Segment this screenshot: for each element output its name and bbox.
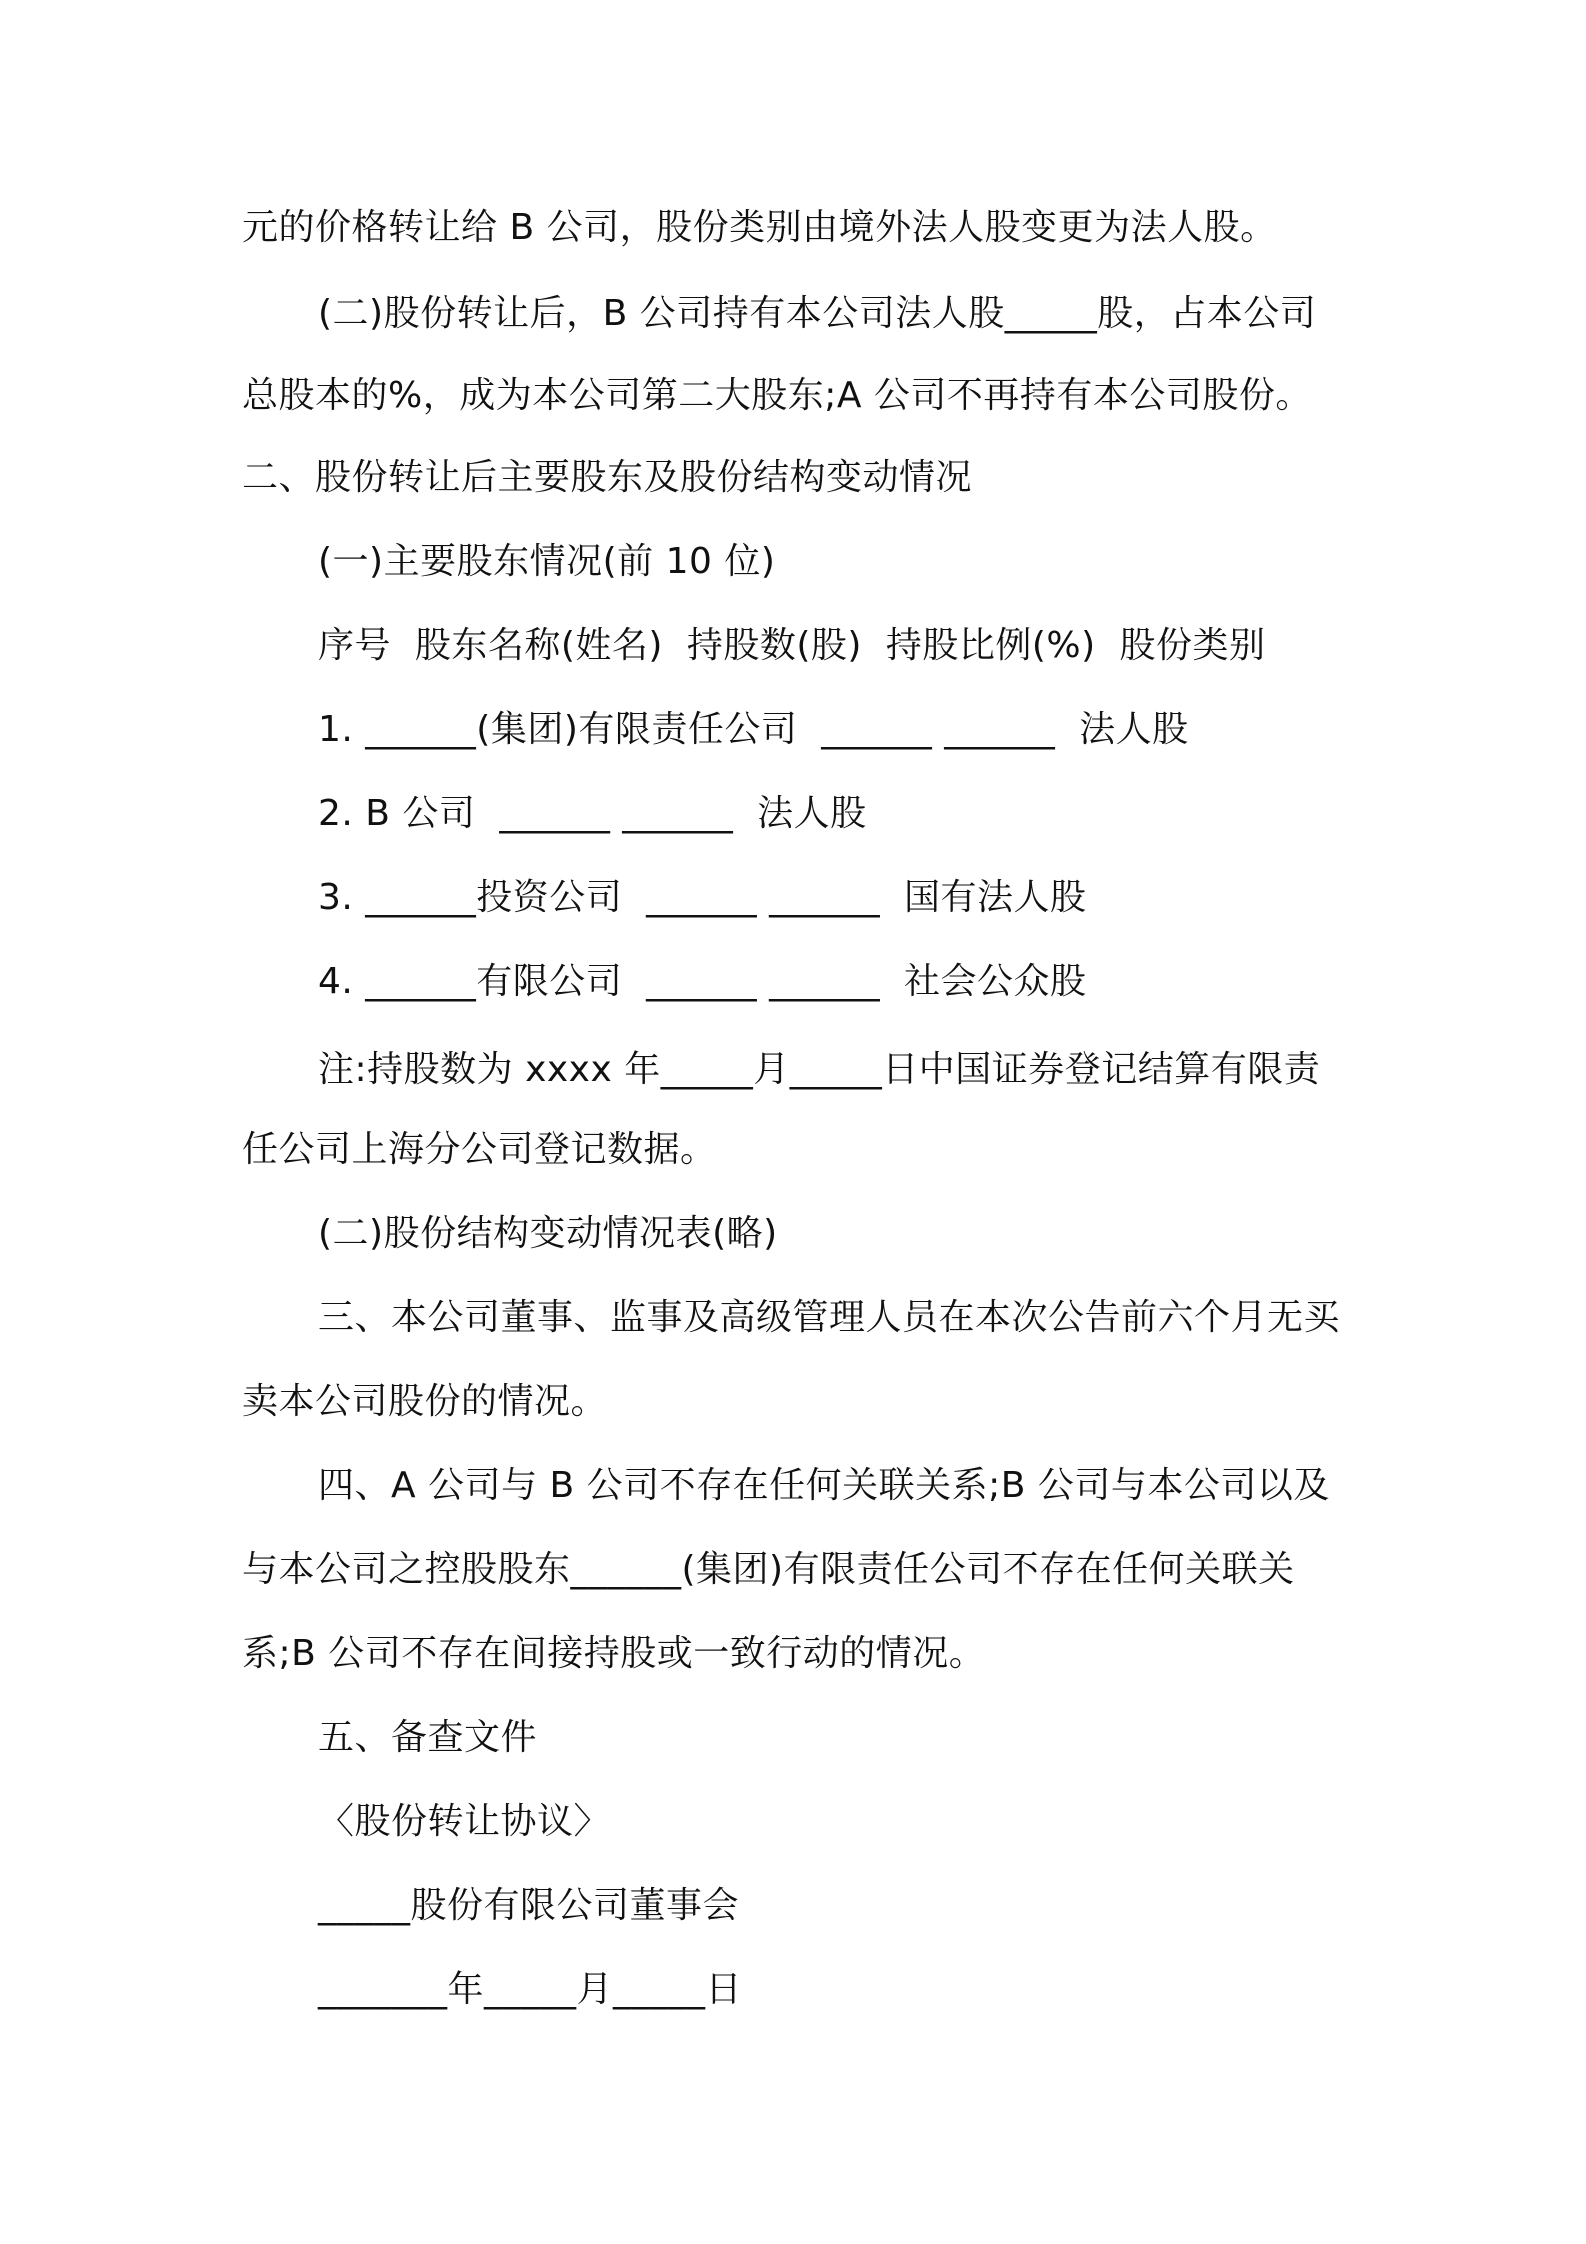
section-heading: 二、股份转让后主要股东及股份结构变动情况	[242, 457, 973, 498]
paragraph-line: 四、A 公司与 B 公司不存在任何关联关系;B 公司与本公司以及	[318, 1465, 1330, 1506]
table-row: 1. ______(集团)有限责任公司 ______ ______ 法人股	[318, 709, 1189, 750]
signature-line: _____股份有限公司董事会	[318, 1885, 740, 1926]
note-line: 任公司上海分公司登记数据。	[242, 1129, 717, 1170]
subsection-heading: (一)主要股东情况(前 10 位)	[318, 541, 776, 582]
table-row: 4. ______有限公司 ______ ______ 社会公众股	[318, 961, 1087, 1002]
table-header-line: 序号 股东名称(姓名) 持股数(股) 持股比例(%) 股份类别	[318, 625, 1266, 666]
note-line: 注:持股数为 xxxx 年_____月_____日中国证券登记结算有限责	[318, 1049, 1321, 1090]
paragraph-line: 元的价格转让给 B 公司，股份类别由境外法人股变更为法人股。	[242, 207, 1277, 248]
section-heading: 五、备查文件	[318, 1717, 538, 1758]
paragraph-line: (二)股份转让后，B 公司持有本公司法人股_____股，占本公司	[318, 293, 1317, 334]
paragraph-line: 三、本公司董事、监事及高级管理人员在本次公告前六个月无买	[318, 1297, 1341, 1338]
paragraph-line: 卖本公司股份的情况。	[242, 1381, 608, 1422]
paragraph-line: 系;B 公司不存在间接持股或一致行动的情况。	[242, 1633, 986, 1674]
table-row: 3. ______投资公司 ______ ______ 国有法人股	[318, 877, 1087, 918]
date-line: _______年_____月_____日	[318, 1969, 742, 2010]
paragraph-line: 与本公司之控股股东______(集团)有限责任公司不存在任何关联关	[242, 1549, 1295, 1590]
table-row: 2. B 公司 ______ ______ 法人股	[318, 793, 867, 834]
subsection-heading: (二)股份结构变动情况表(略)	[318, 1213, 778, 1254]
attachment-item: 〈股份转让协议〉	[318, 1801, 611, 1842]
paragraph-line: 总股本的%，成为本公司第二大股东;A 公司不再持有本公司股份。	[242, 375, 1312, 416]
